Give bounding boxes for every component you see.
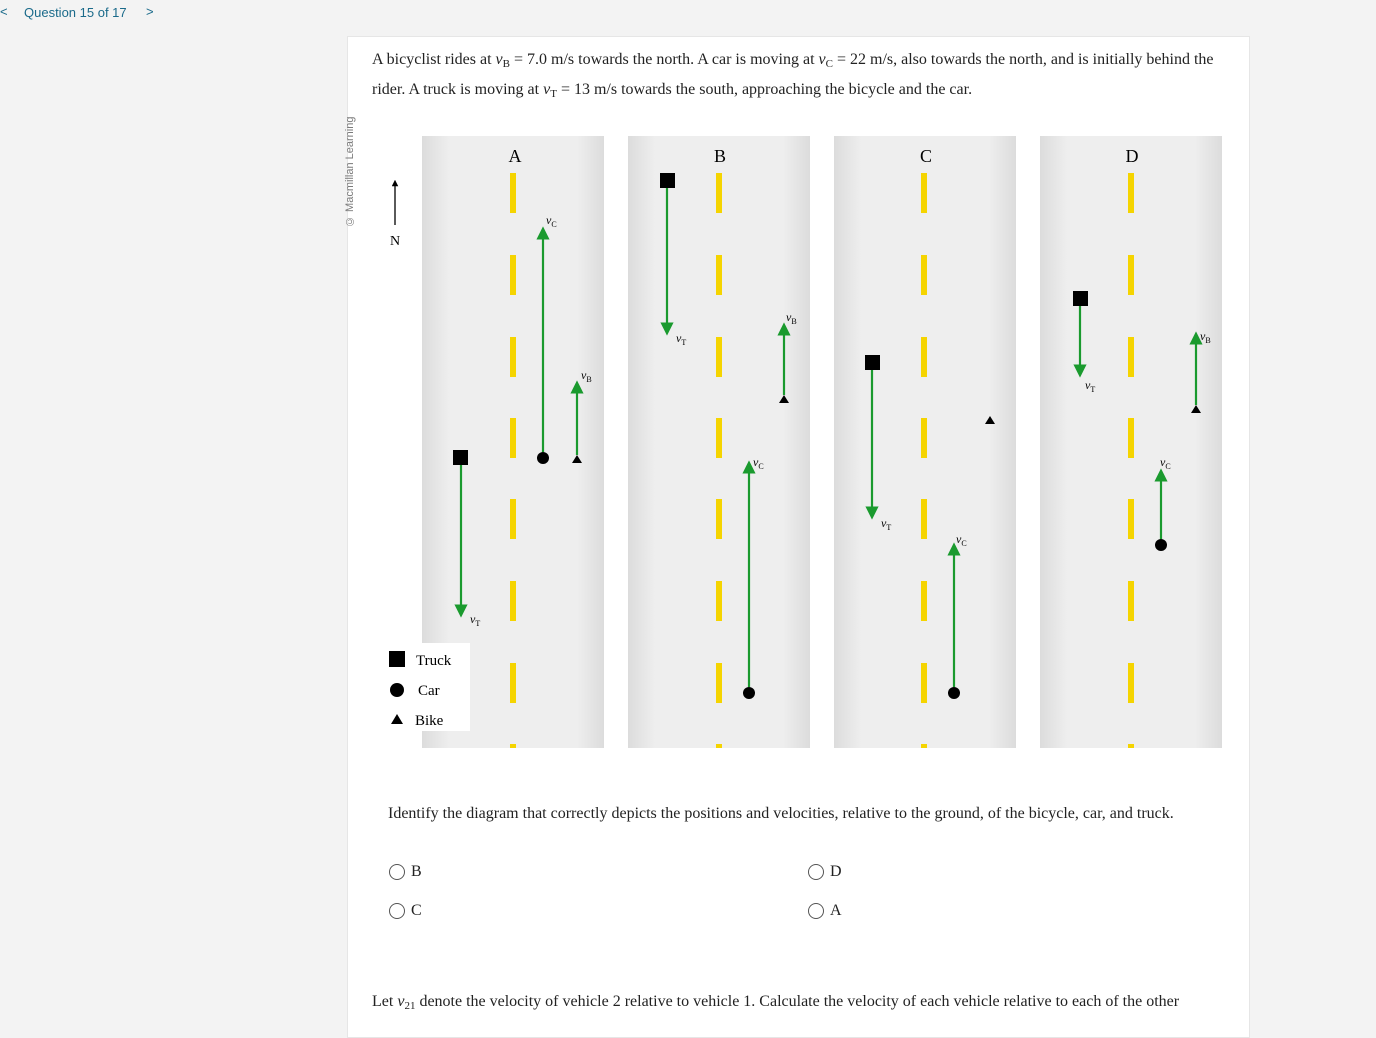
north-arrow: [390, 183, 400, 249]
svg-text:vT: $v_T$: [676, 331, 687, 347]
legend-truck-square: [389, 651, 405, 667]
vector-label: v: [470, 612, 476, 626]
question-prompt: Identify the diagram that correctly depicts the positions and velocities, relative to the ground, of the bicycle, car, and truck.: [388, 805, 1174, 822]
car-marker: [743, 687, 755, 699]
radio-button[interactable]: [808, 864, 824, 880]
legend-truck-label: Truck: [416, 653, 452, 669]
option-b[interactable]: [389, 863, 422, 881]
panel-c: [834, 136, 1016, 748]
panel-label: A: [508, 146, 522, 166]
vector-subscript: T: [475, 619, 481, 628]
panel-label: B: [713, 146, 727, 166]
question-counter[interactable]: Question 15 of 17: [24, 5, 127, 20]
legend-car-dot: [390, 683, 404, 697]
car-marker: [1155, 539, 1167, 551]
car-marker: [537, 452, 549, 464]
svg-text:vT: $v_T$: [1085, 378, 1096, 394]
svg-text:vB: $v_B$: [581, 368, 592, 384]
car-marker: [948, 687, 960, 699]
option-label: D: [830, 863, 842, 880]
option-c[interactable]: [389, 902, 422, 920]
road-diagram: [348, 37, 1249, 767]
panel-label: C: [919, 146, 933, 166]
problem-statement: A bicyclist rides at $v_B = 7.0$ m/s towards the north. A car is moving at $v_C = 22$ m/s, also towards the north, and is initially behind the rider. A truck is moving at $v_T = 13$ m/s towards the south, approaching the bicycle and the car.: [372, 51, 1214, 100]
radio-button[interactable]: [389, 864, 405, 880]
option-label: B: [411, 863, 422, 880]
followup-statement: Let v21 denote the velocity of vehicle 2 relative to vehicle 1. Calculate the velocity of each vehicle relative to each of the other: [372, 993, 1180, 1012]
truck-marker: [865, 355, 880, 370]
legend-bike-label: Bike: [415, 713, 444, 729]
svg-text:vC: $v_C$: [546, 213, 557, 229]
truck-marker: [660, 173, 675, 188]
radio-button[interactable]: [808, 903, 824, 919]
option-d[interactable]: [808, 863, 842, 881]
question-card: [344, 36, 1250, 1038]
copyright-watermark: © Macmillan Learning: [344, 116, 356, 227]
truck-marker: [453, 450, 468, 465]
option-label: C: [411, 902, 422, 919]
svg-text:vC: $v_C$: [1160, 455, 1171, 471]
legend: [384, 643, 470, 731]
legend-car-label: Car: [418, 683, 440, 699]
option-a[interactable]: [808, 902, 842, 920]
panel-b: [628, 136, 810, 748]
svg-text:vT: $v_T$: [881, 516, 892, 532]
north-label: N: [389, 234, 401, 249]
radio-button[interactable]: [389, 903, 405, 919]
option-label: A: [830, 902, 842, 919]
svg-text:vC: $v_C$: [956, 532, 967, 548]
next-question-icon[interactable]: >: [146, 4, 154, 19]
svg-text:vB: $v_B$: [786, 310, 797, 326]
truck-marker: [1073, 291, 1088, 306]
panel-d: [1040, 136, 1222, 748]
svg-text:vB: $v_B$: [1200, 329, 1211, 345]
panel-label: D: [1125, 146, 1139, 166]
question-navigation: [0, 0, 400, 26]
svg-text:vC: $v_C$: [753, 455, 764, 471]
previous-question-icon[interactable]: <: [0, 4, 8, 19]
